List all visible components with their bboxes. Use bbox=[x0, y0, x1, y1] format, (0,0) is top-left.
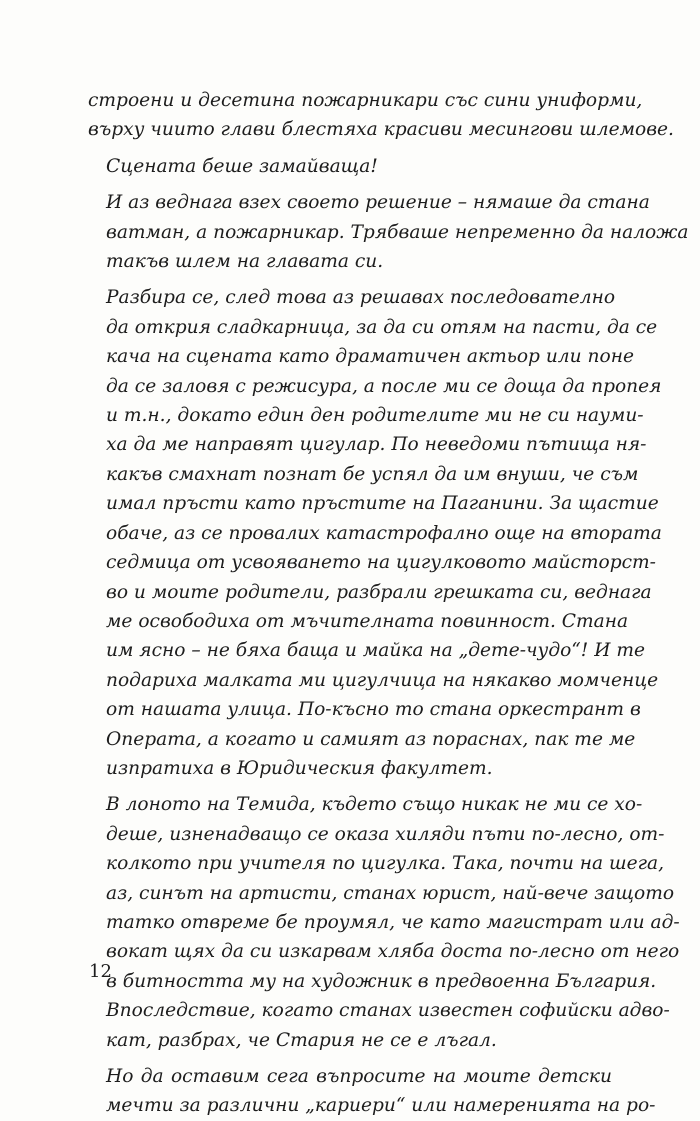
text-line: аз, синът на артисти, станах юрист, най-вече защото bbox=[106, 882, 675, 904]
text-line: ха да ме направят цигулар. По неведоми пътища ня- bbox=[106, 434, 647, 456]
text-line: върху чиито глави блестяха красиви месингови шлемове. bbox=[88, 119, 674, 141]
text-line: В лоното на Темида, където също никак не ми се хо- bbox=[106, 794, 643, 816]
text-line: Разбира се, след това аз решавах последователно bbox=[106, 287, 616, 309]
text-line: во и моите родители, разбрали грешката си, веднага bbox=[106, 581, 652, 603]
text-line: такъв шлем на главата си. bbox=[106, 251, 384, 273]
text-line: в битността му на художник в предвоенна България. bbox=[106, 970, 657, 992]
text-line: да открия сладкарница, за да си отям на пасти, да се bbox=[106, 316, 658, 338]
paragraph bbox=[88, 86, 674, 145]
paragraph bbox=[88, 152, 612, 181]
paragraph bbox=[88, 188, 689, 276]
text-line: строени и десетина пожарникари със сини униформи, bbox=[88, 90, 643, 111]
text-line: колкото при учителя по цигулка. Така, почти на шега, bbox=[106, 853, 665, 875]
text-line: да се заловя с режисура, а после ми се доща да пропея bbox=[106, 375, 662, 397]
text-line: татко отвреме бе проумял, че като магистрат или ад- bbox=[106, 911, 680, 933]
text-line: подариха малката ми цигулчица на някакво момченце bbox=[106, 669, 659, 691]
text-line: ме освободиха от мъчителната повинност. Стана bbox=[106, 610, 629, 632]
text-line: Впоследствие, когато станах известен софийски адво- bbox=[106, 1000, 670, 1022]
paragraph bbox=[88, 283, 662, 783]
paragraph bbox=[88, 1062, 656, 1121]
page-text-column bbox=[88, 86, 689, 1117]
text-line: изпратиха в Юридическия факултет. bbox=[106, 757, 493, 779]
text-line: им ясно – не бяха баща и майка на „дете-чудо“! И те bbox=[106, 640, 645, 662]
paragraph bbox=[88, 790, 680, 1055]
text-line: кача на сцената като драматичен актьор или поне bbox=[106, 346, 634, 368]
text-line: Но да оставим сега въпросите на моите детски bbox=[106, 1066, 612, 1087]
text-line: Операта, а когато и самият аз пораснах, пак те ме bbox=[106, 728, 636, 750]
text-line: И аз веднага взех своето решение – нямаше да стана bbox=[106, 192, 650, 214]
text-line: мечти за различни „кариери“ или намеренията на ро- bbox=[106, 1095, 656, 1117]
text-line: и т.н., докато един ден родителите ми не си науми- bbox=[106, 405, 644, 427]
text-line: Сцената беше замайваща! bbox=[106, 155, 378, 177]
text-line: седмица от усвояването на цигулковото майсторст- bbox=[106, 552, 656, 574]
text-line: какъв смахнат познат бе успял да им внуши, че съм bbox=[106, 463, 639, 485]
text-line: кат, разбрах, че Стария не се е лъгал. bbox=[106, 1029, 497, 1051]
text-line: вокат щях да си изкарвам хляба доста по-лесно от него bbox=[106, 941, 680, 963]
page-number: 12 bbox=[89, 961, 112, 982]
text-line: ватман, а пожарникар. Трябваше непременно да наложа bbox=[106, 221, 689, 243]
text-line: деше, изненадващо се оказа хиляди пъти по-лесно, от- bbox=[106, 823, 665, 845]
text-line: имал пръсти като пръстите на Паганини. За щастие bbox=[106, 493, 659, 515]
text-line: от нашата улица. По-късно то стана оркестрант в bbox=[106, 699, 641, 721]
text-line: обаче, аз се провалих катастрофално още на втората bbox=[106, 522, 662, 544]
